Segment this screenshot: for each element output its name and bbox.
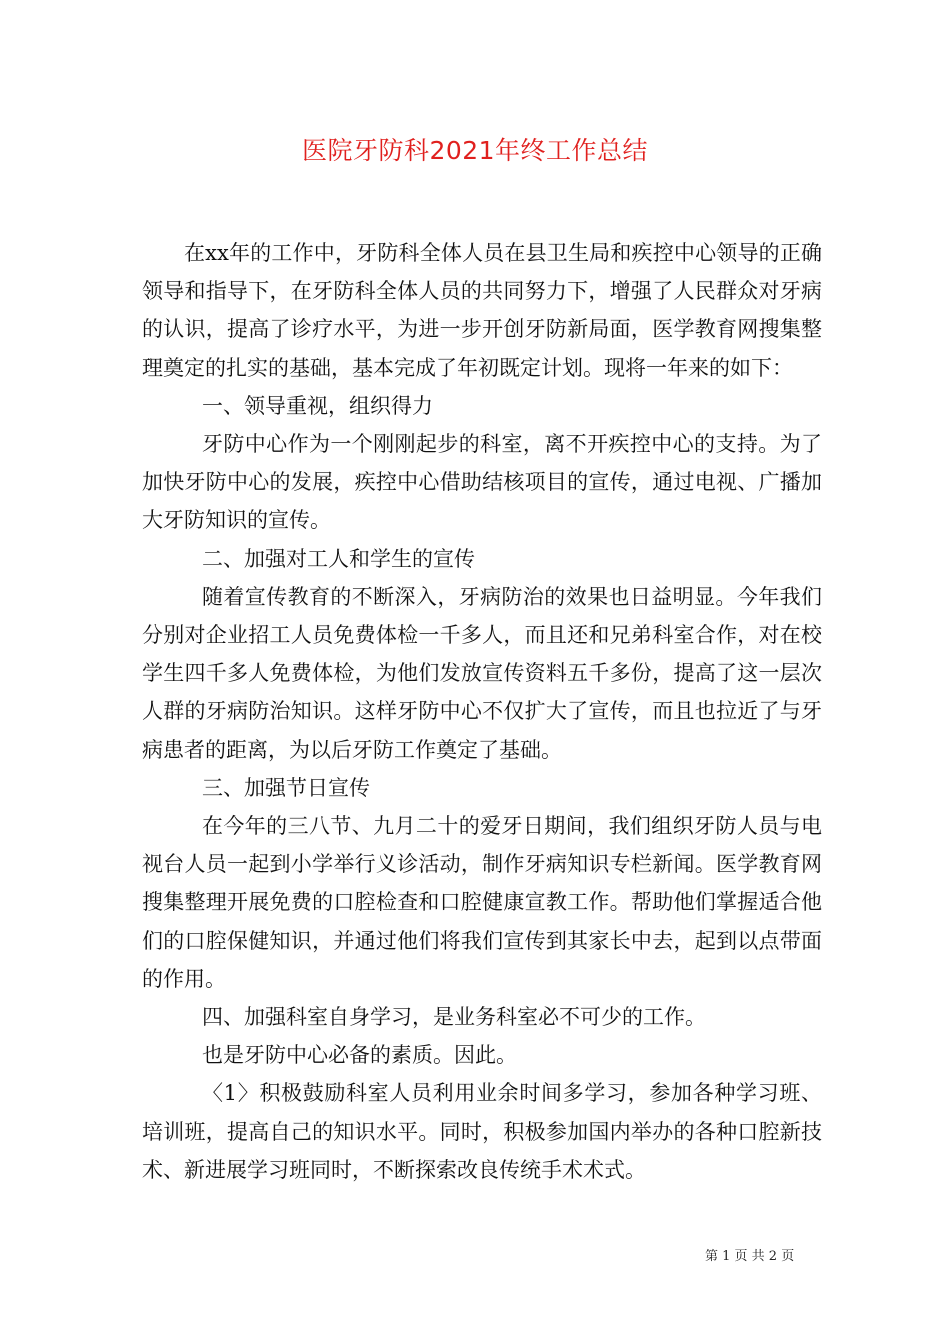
section-4-item-1: 〈1〉积极鼓励科室人员利用业余时间多学习，参加各种学习班、培训班，提高自己的知识水平。同时，积极参加国内举办的各种口腔新技术、新进展学习班同时，不断探索改良传统手术术式。 <box>142 1081 822 1182</box>
section-4-paragraph: 也是牙防中心必备的素质。因此。 <box>202 1043 517 1068</box>
section-heading-4: 四、加强科室自身学习，是业务科室必不可少的工作。 <box>202 1005 706 1030</box>
section-heading-3: 三、加强节日宣传 <box>202 775 370 800</box>
document-body <box>142 234 822 1189</box>
section-3-paragraph: 在今年的三八节、九月二十的爱牙日期间，我们组织牙防人员与电视台人员一起到小学举行义诊活动，制作牙病知识专栏新闻。医学教育网搜集整理开展免费的口腔检查和口腔健康宣教工作。帮助他们掌握适合他们的口腔保健知识，并通过他们将我们宣传到其家长中去，起到以点带面的作用。 <box>142 814 822 991</box>
page-number: 第 1 页 共 2 页 <box>705 1249 795 1264</box>
section-1-paragraph: 牙防中心作为一个刚刚起步的科室，离不开疾控中心的支持。为了加快牙防中心的发展，疾控中心借助结核项目的宣传，通过电视、广播加大牙防知识的宣传。 <box>142 432 822 533</box>
section-heading-1: 一、领导重视，组织得力 <box>202 393 433 418</box>
section-heading-2: 二、加强对工人和学生的宣传 <box>202 546 475 571</box>
intro-paragraph: 在xx年的工作中，牙防科全体人员在县卫生局和疾控中心领导的正确领导和指导下，在牙防科全体人员的共同努力下，增强了人民群众对牙病的认识，提高了诊疗水平，为进一步开创牙防新局面，医学教育网搜集整理奠定的扎实的基础，基本完成了年初既定计划。现将一年来的如下： <box>142 241 822 380</box>
page-title: 医院牙防科2021年终工作总结 <box>301 136 649 165</box>
section-2-paragraph: 随着宣传教育的不断深入，牙病防治的效果也日益明显。今年我们分别对企业招工人员免费体检一千多人，而且还和兄弟科室合作，对在校学生四千多人免费体检，为他们发放宣传资料五千多份，提高了这一层次人群的牙病防治知识。这样牙防中心不仅扩大了宣传，而且也拉近了与牙病患者的距离，为以后牙防工作奠定了基础。 <box>142 584 822 762</box>
